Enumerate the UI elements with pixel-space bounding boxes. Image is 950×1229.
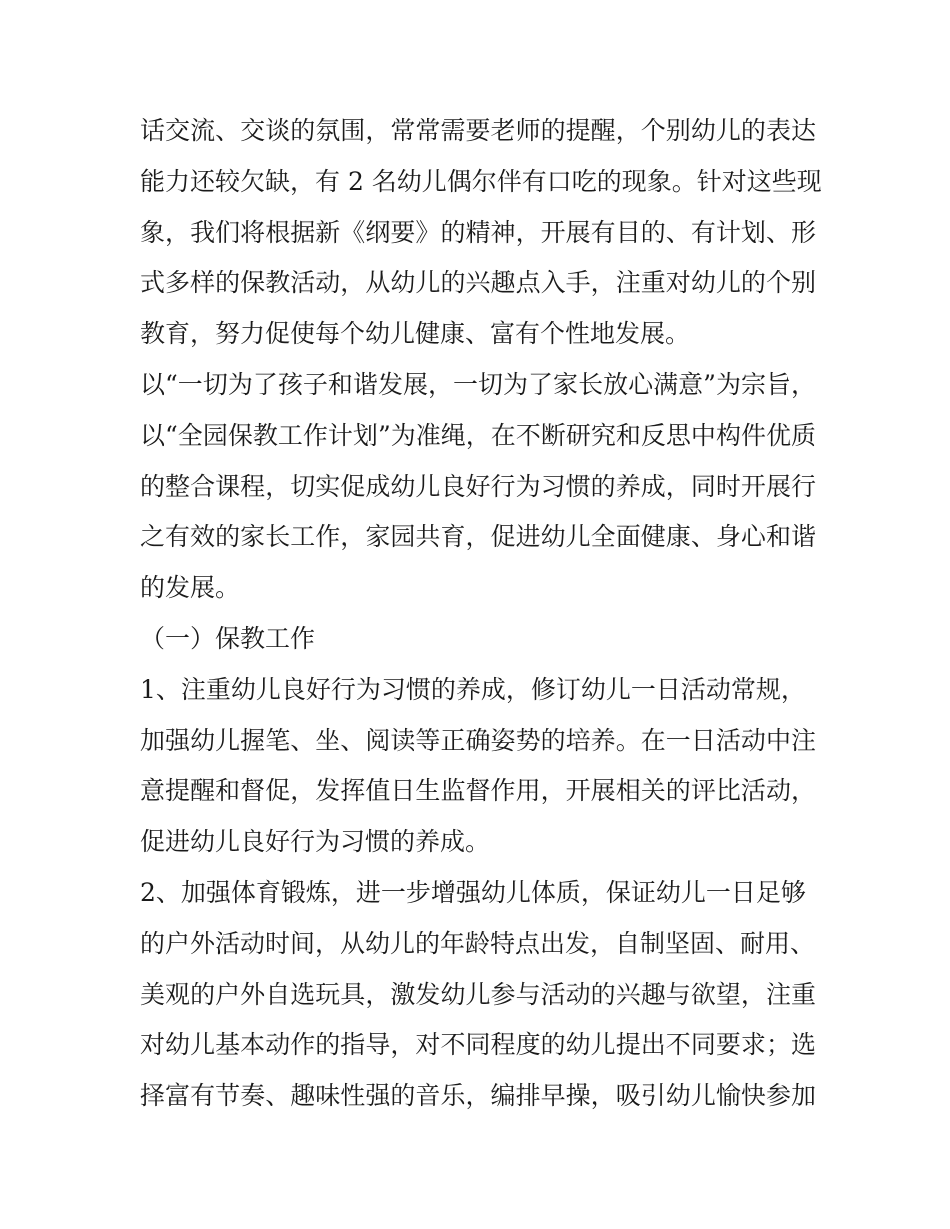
text-line: 能力还较欠缺，有 2 名幼儿偶尔伴有口吃的现象。针对这些现 [140,166,822,196]
text-line: 2、加强体育锻炼，进一步增强幼儿体质，保证幼儿一日足够 [140,877,806,907]
text-line: 的发展。 [140,573,241,603]
text-line: 话交流、交谈的氛围，常常需要老师的提醒，个别幼儿的表达 [140,116,816,145]
text-line: 1、注重幼儿良好行为习惯的养成，修订幼儿一日活动常规， [140,674,806,704]
document-body [140,106,822,1122]
text-line: 式多样的保教活动，从幼儿的兴趣点入手，注重对幼儿的个别 [140,268,816,298]
text-line: 以“全园保教工作计划”为准绳，在不断研究和反思中构件优质 [140,420,816,450]
text-line: 意提醒和督促，发挥值日生监督作用，开展相关的评比活动， [140,776,816,806]
text-line: 教育，努力促使每个幼儿健康、富有个性地发展。 [140,319,691,349]
text-line: 的户外活动时间，从幼儿的年龄特点出发，自制坚固、耐用、 [140,928,816,958]
text-line: 美观的户外自选玩具，激发幼儿参与活动的兴趣与欲望，注重 [140,979,816,1009]
text-line: 对幼儿基本动作的指导，对不同程度的幼儿提出不同要求；选 [140,1030,816,1060]
text-line: 以“一切为了孩子和谐发展，一切为了家长放心满意”为宗旨， [140,369,816,399]
section-heading: （一）保教工作 [140,623,316,653]
text-line: 的整合课程，切实促成幼儿良好行为习惯的养成，同时开展行 [140,471,816,501]
text-line: 之有效的家长工作，家园共育，促进幼儿全面健康、身心和谐 [140,522,816,552]
text-line: 象，我们将根据新《纲要》的精神，开展有目的、有计划、形 [140,217,816,247]
text-line: 加强幼儿握笔、坐、阅读等正确姿势的培养。在一日活动中注 [140,725,816,755]
text-line: 促进幼儿良好行为习惯的养成。 [140,827,491,857]
text-line: 择富有节奏、趣味性强的音乐，编排早操，吸引幼儿愉快参加 [140,1081,816,1111]
